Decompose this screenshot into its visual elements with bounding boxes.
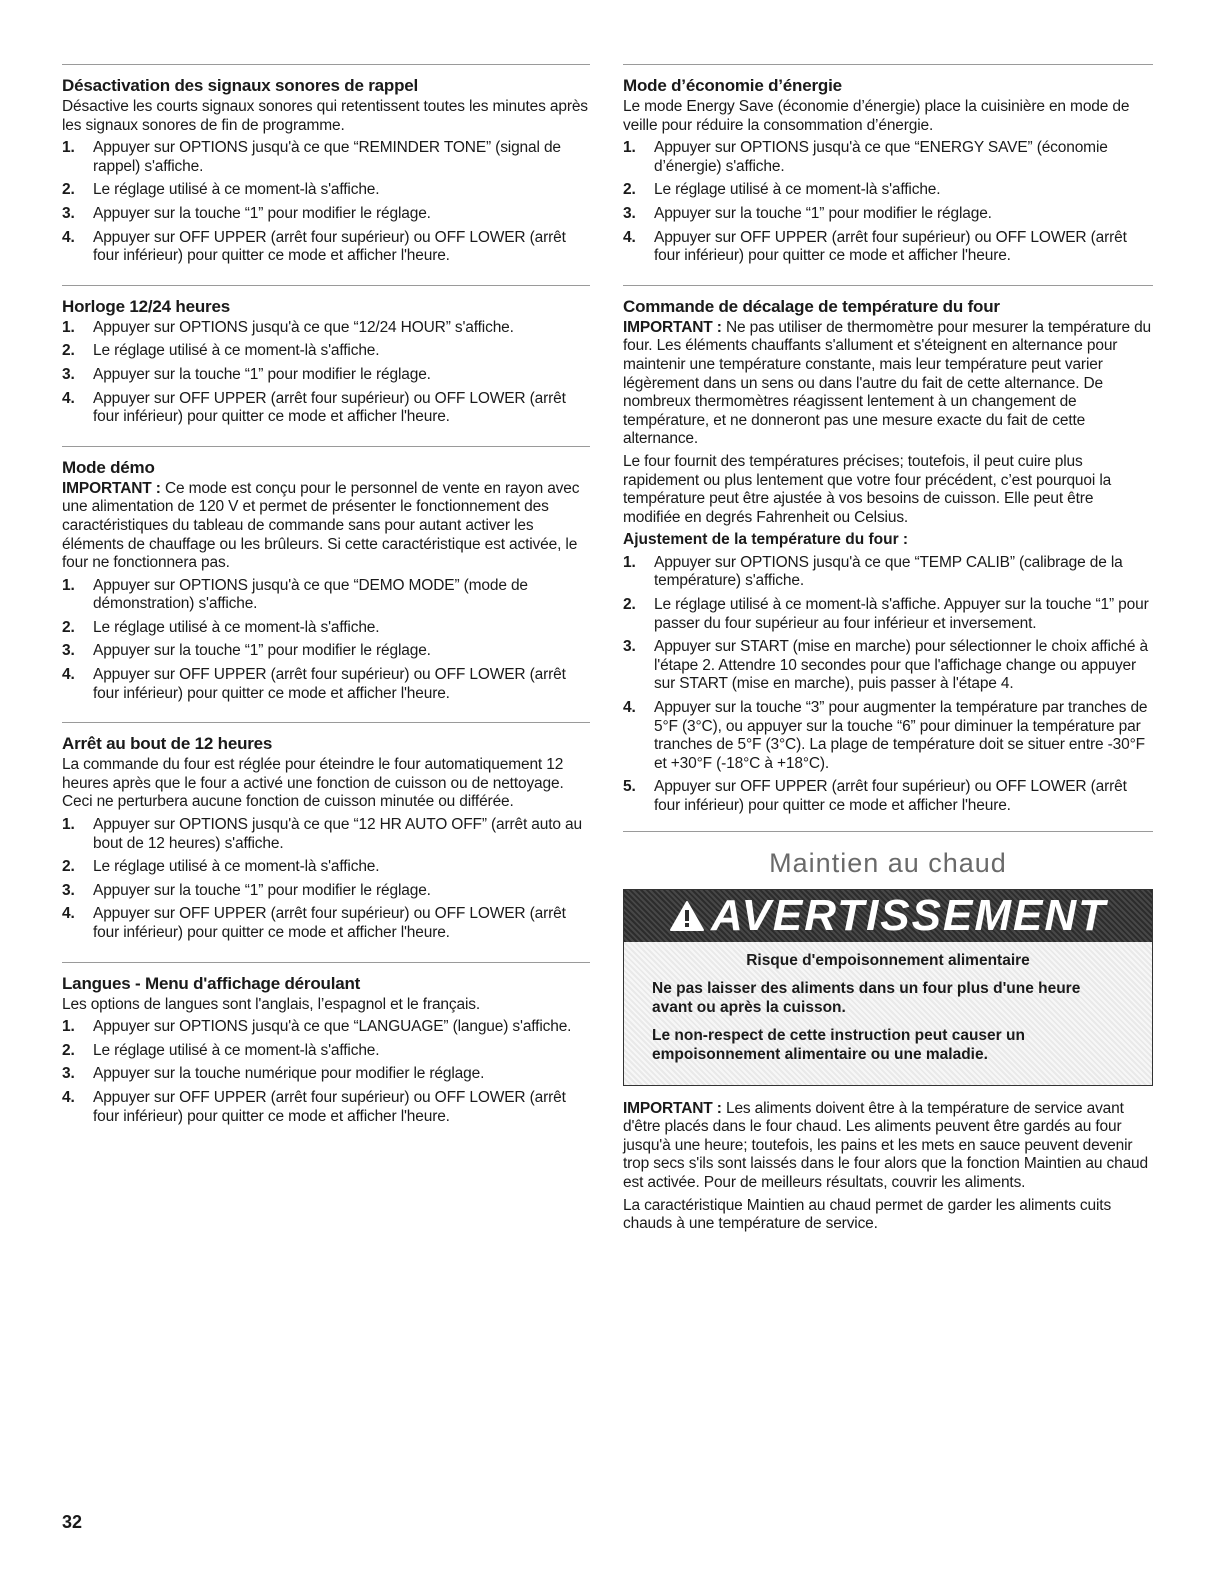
- section-languages: [62, 962, 590, 1127]
- right-column: [623, 64, 1153, 1238]
- list-item: 2. Le réglage utilisé à ce moment-là s'affiche.: [62, 342, 380, 360]
- warning-box: [623, 889, 1153, 1086]
- section-paragraph: La caractéristique Maintien au chaud permet de garder les aliments cuits chauds à une température de service.: [623, 1196, 1112, 1233]
- left-column: [62, 64, 590, 1145]
- steps-list: [62, 139, 590, 266]
- warning-line: Le non-respect de cette instruction peut causer un empoisonnement alimentaire ou une maladie.: [652, 1027, 1025, 1063]
- list-item: 1. Appuyer sur OPTIONS jusqu'à ce que “TEMP CALIB” (calibrage de la température) s'affiche.: [623, 553, 1123, 590]
- section-energy-save: [623, 64, 1153, 266]
- list-item: 4. Appuyer sur OFF UPPER (arrêt four supérieur) ou OFF LOWER (arrêt four inférieur) pour quitter ce mode et afficher l'heure.: [62, 1088, 566, 1125]
- section-title: Mode démo: [62, 457, 155, 477]
- important-note: IMPORTANT : Ne pas utiliser de thermomètre pour mesurer la température du four. Les éléments chauffants s'allument et s'éteignent en alternance pour maintenir une température constante, mais leur température peut varier légèrement dans un sens ou dans l'autre du fait de cette alternance. De nombreux thermomètres réagissent lentement à un changement de température, et ne donneront pas une mesure exacte du fait de cette alternance.: [623, 318, 1152, 448]
- list-item: 3. Appuyer sur START (mise en marche) pour sélectionner le choix affiché à l'étape 2. Attendre 10 secondes pour que l'affichage change ou appuyer sur START (mise en marche), puis passer à l'étape 4.: [623, 638, 1148, 693]
- list-item: 3. Appuyer sur la touche “1” pour modifier le réglage.: [62, 204, 431, 222]
- page-number: 32: [62, 1512, 83, 1532]
- warning-icon: [669, 900, 705, 932]
- list-item: 1. Appuyer sur OPTIONS jusqu'à ce que “REMINDER TONE” (signal de rappel) s'affiche.: [62, 139, 561, 175]
- list-item: 1. Appuyer sur OPTIONS jusqu'à ce que “DEMO MODE” (mode de démonstration) s'affiche.: [62, 576, 528, 613]
- section-title: Commande de décalage de température du four: [623, 296, 1000, 316]
- warning-banner: [624, 890, 1152, 942]
- list-item: 1. Appuyer sur OPTIONS jusqu'à ce que “12/24 HOUR” s'affiche.: [62, 318, 514, 336]
- warning-banner-text: AVERTISSEMENT: [711, 890, 1107, 940]
- section-intro: La commande du four est réglée pour éteindre le four automatiquement 12 heures après que le four a activé une fonction de cuisson ou de nettoyage. Ceci ne perturbera aucune fonction de cuisson minutée ou différée.: [62, 756, 564, 811]
- steps-list: [62, 319, 590, 427]
- list-item: 2. Le réglage utilisé à ce moment-là s'affiche.: [62, 618, 380, 636]
- steps-list: [62, 577, 590, 704]
- section-temp-calibration: [623, 285, 1153, 816]
- important-note: IMPORTANT : Ce mode est conçu pour le personnel de vente en rayon avec une alimentation de 120 V et permet de présenter le fonctionnement des caractéristiques du tableau de commande sans pour autant activer les éléments de chauffage ou les brûleurs. Si cette caractéristique est activée, le four ne fonctionnera pas.: [62, 479, 580, 572]
- section-intro: Désactive les courts signaux sonores qui retentissent toutes les minutes après les signaux sonores de fin de programme.: [62, 98, 588, 134]
- list-item: 3. Appuyer sur la touche “1” pour modifier le réglage.: [62, 881, 431, 899]
- list-item: 4. Appuyer sur la touche “3” pour augmenter la température par tranches de 5°F (3°C), ou appuyer sur la touche “6” pour diminuer la température par tranches de 5°F (3°C). La plage de température doit se situer entre -30°F et +30°F (-18°C à +18°C).: [623, 699, 1148, 772]
- section-demo-mode: [62, 446, 590, 704]
- steps-list: [623, 554, 1153, 816]
- list-item: 1. Appuyer sur OPTIONS jusqu'à ce que “ENERGY SAVE” (économie d’énergie) s'affiche.: [623, 139, 1108, 175]
- section-intro: Les options de langues sont l'anglais, l’espagnol et le français.: [62, 995, 481, 1013]
- list-item: 2. Le réglage utilisé à ce moment-là s'affiche.: [62, 1041, 380, 1059]
- section-title: Langues - Menu d'affichage déroulant: [62, 973, 361, 993]
- list-item: 4. Appuyer sur OFF UPPER (arrêt four supérieur) ou OFF LOWER (arrêt four inférieur) pour quitter ce mode et afficher l'heure.: [623, 228, 1127, 265]
- steps-list: [62, 816, 590, 943]
- section-reminder-tone: [62, 64, 590, 266]
- important-note: IMPORTANT : Les aliments doivent être à la température de service avant d'être placés dans le four chaud. Les aliments peuvent être gardés au four jusqu'à une heure; toutefois, les pains et les mets en sauce peuvent devenir trop secs s'ils sont laissés dans le four alors que la fonction Maintien au chaud est activée. Pour de meilleurs résultats, couvrir les aliments.: [623, 1099, 1148, 1191]
- list-item: 2. Le réglage utilisé à ce moment-là s'affiche.: [62, 858, 380, 876]
- warning-line: Ne pas laisser des aliments dans un four plus d'une heure avant ou après la cuisson.: [652, 980, 1081, 1016]
- subheading: Ajustement de la température du four :: [623, 531, 909, 549]
- steps-list: [62, 1018, 590, 1126]
- divider: [623, 831, 1153, 832]
- section-clock-12-24: [62, 285, 590, 427]
- section-keep-warm: [623, 848, 1153, 1234]
- steps-list: [623, 139, 1153, 266]
- list-item: 4. Appuyer sur OFF UPPER (arrêt four supérieur) ou OFF LOWER (arrêt four inférieur) pour quitter ce mode et afficher l'heure.: [62, 228, 566, 265]
- section-title: Horloge 12/24 heures: [62, 296, 230, 316]
- list-item: 2. Le réglage utilisé à ce moment-là s'affiche.: [623, 181, 941, 199]
- list-item: 4. Appuyer sur OFF UPPER (arrêt four supérieur) ou OFF LOWER (arrêt four inférieur) pour quitter ce mode et afficher l'heure.: [62, 389, 566, 426]
- list-item: 5. Appuyer sur OFF UPPER (arrêt four supérieur) ou OFF LOWER (arrêt four inférieur) pour quitter ce mode et afficher l'heure.: [623, 778, 1127, 814]
- section-title: Mode d’économie d’énergie: [623, 76, 842, 95]
- section-title: Arrêt au bout de 12 heures: [62, 734, 273, 754]
- section-title: Désactivation des signaux sonores de rappel: [62, 76, 419, 95]
- list-item: 4. Appuyer sur OFF UPPER (arrêt four supérieur) ou OFF LOWER (arrêt four inférieur) pour quitter ce mode et afficher l'heure.: [62, 666, 566, 702]
- list-item: 3. Appuyer sur la touche numérique pour modifier le réglage.: [62, 1065, 485, 1083]
- section-intro: Le mode Energy Save (économie d’énergie) place la cuisinière en mode de veille pour réduire la consommation d’énergie.: [623, 98, 1130, 134]
- list-item: 2. Le réglage utilisé à ce moment-là s'affiche. Appuyer sur la touche “1” pour passer du four supérieur au four inférieur et inversement.: [623, 596, 1149, 632]
- list-item: 4. Appuyer sur OFF UPPER (arrêt four supérieur) ou OFF LOWER (arrêt four inférieur) pour quitter ce mode et afficher l'heure.: [62, 905, 566, 941]
- list-item: 3. Appuyer sur la touche “1” pour modifier le réglage.: [62, 642, 431, 660]
- section-12hr-auto-off: [62, 722, 590, 942]
- list-item: 1. Appuyer sur OPTIONS jusqu'à ce que “LANGUAGE” (langue) s'affiche.: [62, 1018, 572, 1036]
- list-item: 2. Le réglage utilisé à ce moment-là s'affiche.: [62, 181, 380, 199]
- list-item: 3. Appuyer sur la touche “1” pour modifier le réglage.: [62, 365, 431, 383]
- list-item: 3. Appuyer sur la touche “1” pour modifier le réglage.: [623, 204, 992, 222]
- warning-hazard: Risque d'empoisonnement alimentaire: [746, 951, 1030, 969]
- list-item: 1. Appuyer sur OPTIONS jusqu'à ce que “12 HR AUTO OFF” (arrêt auto au bout de 12 heures) s'affiche.: [62, 816, 582, 852]
- warning-body: [624, 942, 1152, 1085]
- section-paragraph: Le four fournit des températures précises; toutefois, il peut cuire plus rapidement ou plus lentement que votre four précédent, c’est pourquoi la température peut être ajustée à vos besoins de cuisson. Elle peut être modifiée en degrés Fahrenheit ou Celsius.: [623, 452, 1112, 526]
- section-title: Maintien au chaud: [769, 847, 1007, 878]
